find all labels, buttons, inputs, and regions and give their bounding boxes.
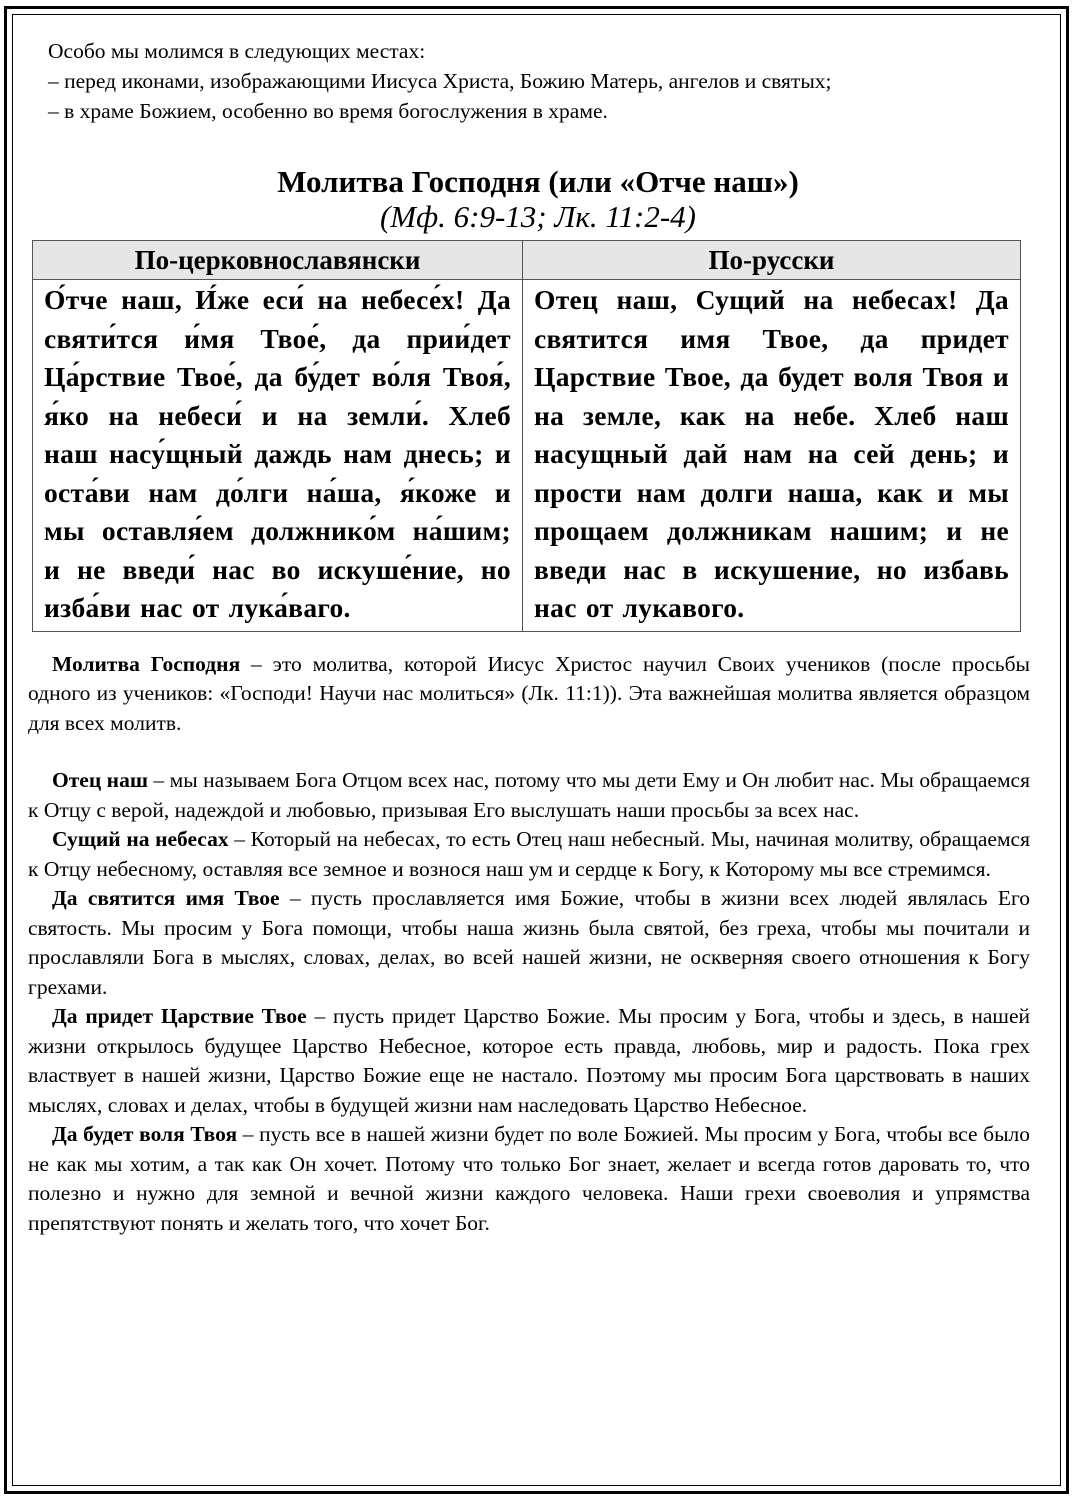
intro-line: – в храме Божием, особенно во время богослужения в храме. bbox=[48, 99, 608, 123]
intro-line: Особо мы молимся в следующих местах: bbox=[48, 39, 426, 63]
commentary-text: – мы называем Бога Отцом всех нас, потому что мы дети Ему и Он любит нас. Мы обращаемся к Отцу с верой, надеждой и любовью, призывая Его выслушать наши просьбы за всех нас. bbox=[28, 768, 1030, 822]
commentary-term: Сущий на небесах bbox=[52, 827, 229, 851]
commentary-paragraph bbox=[28, 1002, 1030, 1120]
intro-line: – перед иконами, изображающими Иисуса Христа, Божию Матерь, ангелов и святых; bbox=[48, 69, 832, 93]
commentary-paragraph bbox=[28, 825, 1030, 884]
commentary-text: – пусть все в нашей жизни будет по воле Божией. Мы просим у Бога, чтобы все было не как мы хотим, а так как Он хочет. Потому что только Бог знает, желает и всегда готов даровать то, что полезно и нужно для земной и вечной жизни каждого человека. Наши грехи своеволия и упрямства препятствуют понять и желать того, что хочет Бог. bbox=[28, 1122, 1030, 1235]
paragraph-gap bbox=[28, 738, 1030, 766]
commentary-paragraph bbox=[28, 1120, 1030, 1238]
commentary-term: Да придет Царствие Твое bbox=[52, 1004, 307, 1028]
commentary-paragraph bbox=[28, 650, 1030, 739]
prayer-text-church-slavonic: О́тче наш, И́же еси́ на небесе́х! Да святи́тся и́мя Твое́, да прии́дет Ца́рствие Твое́, да бу́дет во́ля Твоя́, я́ко на небеси́ и на земли́. Хлеб наш насу́щный даждь нам днесь; и оста́ви нам до́лги на́ша, я́коже и мы оставля́ем должнико́м на́шим; и не введи́ нас во искуше́ние, но изба́ви нас от лука́ваго. bbox=[33, 280, 523, 632]
commentary-text: – пусть придет Царство Божие. Мы просим у Бога, чтобы и здесь, в нашей жизни открылось будущее Царство Небесное, которое есть правда, любовь, мир и радость. Пока грех властвует в нашей жизни, Царство Божие еще не настало. Поэтому мы просим Бога царствовать в наших мыслях, словах и делах, чтобы в будущей жизни нам наследовать Царство Небесное. bbox=[28, 1004, 1031, 1117]
page-content bbox=[26, 36, 1030, 1238]
commentary-text: – Который на небесах, то есть Отец наш небесный. Мы, начиная молитву, обращаемся к Отцу небесному, оставляя все земное и вознося наш ум и сердце к Богу, к Которому мы все стремимся. bbox=[28, 827, 1030, 881]
prayer-title: Молитва Господня (или «Отче наш») bbox=[277, 164, 799, 199]
commentary-term: Молитва Господня bbox=[52, 651, 241, 676]
commentary-term: Да будет воля Твоя bbox=[52, 1122, 238, 1146]
commentary-term: Отец наш bbox=[52, 768, 148, 792]
commentary-term: Да святится имя Твое bbox=[52, 886, 280, 910]
commentary-paragraph bbox=[28, 884, 1030, 1002]
prayer-table bbox=[32, 240, 1021, 632]
column-header-church-slavonic: По-церковнославянски bbox=[33, 241, 523, 280]
intro-block bbox=[26, 36, 1030, 126]
column-header-russian: По-русски bbox=[523, 241, 1021, 280]
prayer-text-russian: Отец наш, Сущий на небесах! Да святится имя Твое, да придет Царствие Твое, да будет воля Твоя и на земле, как на небе. Хлеб наш насущный дай нам на сей день; и прости нам долги наша, как и мы прощаем должникам нашим; и не введи нас в искушение, но избавь нас от лукавого. bbox=[523, 280, 1021, 632]
commentary-paragraph bbox=[28, 766, 1030, 825]
commentary-text: – пусть прославляется имя Божие, чтобы в жизни всех людей являлась Его святость. Мы просим у Бога помощи, чтобы наша жизнь была святой, без греха, чтобы мы почитали и прославляли Бога в мыслях, словах, делах, во всей нашей жизни, не оскверняя своего отношения к Богу грехами. bbox=[28, 886, 1030, 999]
commentary-text: – это молитва, которой Иисус Христос научил Своих учеников (после просьбы одного из учеников: «Господи! Научи нас молиться» (Лк. 11:1)). Эта важнейшая молитва является образцом для всех молитв. bbox=[28, 651, 1030, 735]
scripture-reference: (Мф. 6:9-13; Лк. 11:2-4) bbox=[379, 199, 697, 234]
commentary-section bbox=[26, 650, 1030, 1239]
